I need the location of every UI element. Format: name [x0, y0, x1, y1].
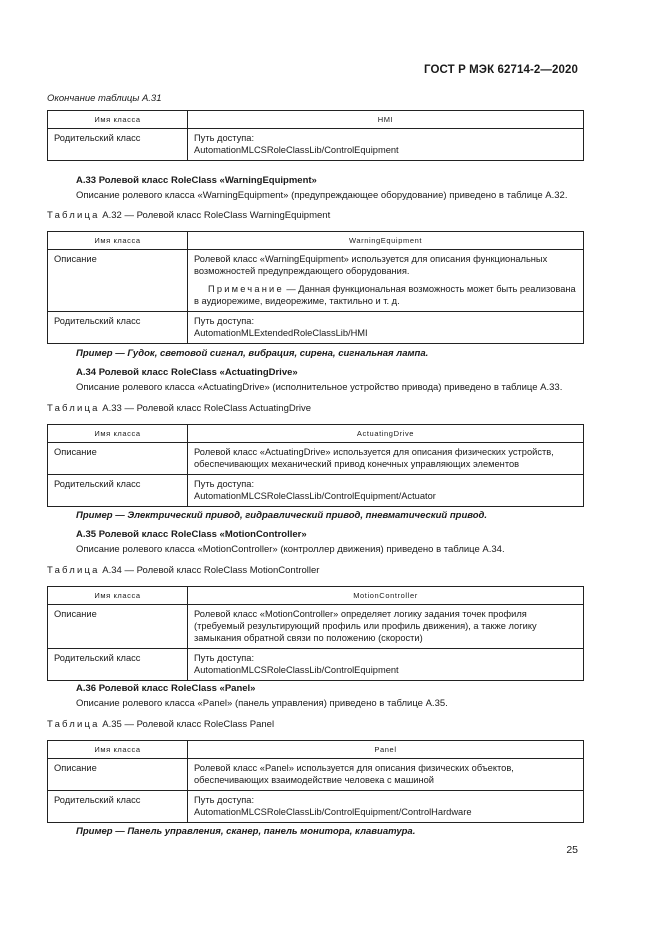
row-value	[188, 250, 584, 312]
section-paragraph: Описание ролевого класса «Panel» (панель управления) приведено в таблице A.35.	[76, 698, 448, 709]
row-value	[188, 129, 584, 161]
table-a32	[47, 231, 584, 344]
access-path: AutomationMLCSRoleClassLib/ControlEquipment	[194, 665, 399, 675]
column-header: ActuatingDrive	[188, 425, 584, 443]
table-caption	[47, 403, 311, 414]
caption-word: Таблица	[47, 719, 100, 730]
column-header: WarningEquipment	[188, 232, 584, 250]
row-value	[188, 312, 584, 344]
caption-word: Таблица	[47, 210, 100, 221]
column-header: Имя класса	[48, 111, 188, 129]
caption-text: A.33 — Ролевой класс RoleClass ActuatingDrive	[102, 403, 312, 414]
section-heading: A.35 Ролевой класс RoleClass «MotionController»	[76, 529, 307, 540]
table-row	[48, 312, 584, 344]
caption-text: A.34 — Ролевой класс RoleClass MotionController	[102, 565, 320, 576]
note-text: — Данная функциональная возможность может быть реализована в аудиорежиме, видеорежиме, тактильно и т. д.	[194, 284, 576, 306]
access-path: AutomationMLCSRoleClassLib/ControlEquipment	[194, 145, 399, 155]
column-header: Имя класса	[48, 425, 188, 443]
table-header-row	[48, 111, 584, 129]
row-label: Родительский класс	[48, 791, 188, 823]
document-code: ГОСТ Р МЭК 62714-2—2020	[424, 64, 578, 76]
table-row	[48, 605, 584, 649]
row-label: Описание	[48, 605, 188, 649]
page-number: 25	[566, 844, 578, 856]
table-a31	[47, 110, 584, 161]
row-value: Ролевой класс «ActuatingDrive» используется для описания физических устройств, обеспечивающих механический привод конечных управляющих элементов	[188, 443, 584, 475]
section-paragraph: Описание ролевого класса «ActuatingDrive» (исполнительное устройство привода) приведено в таблице A.33.	[76, 382, 563, 393]
column-header: MotionController	[188, 587, 584, 605]
table-a35	[47, 740, 584, 823]
row-value: Ролевой класс «Panel» используется для описания физических объектов, обеспечивающих взаимодействие человека с машиной	[188, 759, 584, 791]
caption-word: Таблица	[47, 565, 100, 576]
row-label: Родительский класс	[48, 129, 188, 161]
row-value	[188, 649, 584, 681]
section-paragraph: Описание ролевого класса «WarningEquipment» (предупреждающее оборудование) приведено в таблице A.32.	[76, 190, 568, 201]
example-text: Пример — Панель управления, сканер, панель монитора, клавиатура.	[76, 826, 416, 837]
table-row	[48, 759, 584, 791]
row-label: Родительский класс	[48, 312, 188, 344]
section-heading: A.33 Ролевой класс RoleClass «WarningEquipment»	[76, 175, 317, 186]
access-path-label: Путь доступа:	[194, 653, 255, 663]
table-row	[48, 443, 584, 475]
table-header-row	[48, 425, 584, 443]
row-value	[188, 475, 584, 507]
table-header-row	[48, 587, 584, 605]
table-row	[48, 791, 584, 823]
table-row	[48, 475, 584, 507]
access-path-label: Путь доступа:	[194, 479, 255, 489]
column-header: Имя класса	[48, 587, 188, 605]
access-path: AutomationMLExtendedRoleClassLib/HMI	[194, 328, 368, 338]
description-text: Ролевой класс «WarningEquipment» используется для описания функциональных возможностей предупреждающего оборудования.	[194, 254, 548, 276]
table-row	[48, 649, 584, 681]
access-path: AutomationMLCSRoleClassLib/ControlEquipment/Actuator	[194, 491, 436, 501]
table-continuation-label: Окончание таблицы A.31	[47, 93, 162, 104]
column-header: Panel	[188, 741, 584, 759]
access-path: AutomationMLCSRoleClassLib/ControlEquipment/ControlHardware	[194, 807, 472, 817]
column-header: Имя класса	[48, 232, 188, 250]
row-label: Родительский класс	[48, 649, 188, 681]
table-caption	[47, 719, 274, 730]
access-path-label: Путь доступа:	[194, 316, 255, 326]
table-row	[48, 129, 584, 161]
table-row	[48, 250, 584, 312]
section-heading: A.36 Ролевой класс RoleClass «Panel»	[76, 683, 256, 694]
section-heading: A.34 Ролевой класс RoleClass «ActuatingDrive»	[76, 367, 298, 378]
caption-word: Таблица	[47, 403, 100, 414]
caption-text: A.35 — Ролевой класс RoleClass Panel	[102, 719, 275, 730]
row-label: Родительский класс	[48, 475, 188, 507]
table-a34	[47, 586, 584, 681]
note	[194, 283, 577, 307]
section-paragraph: Описание ролевого класса «MotionController» (контроллер движения) приведено в таблице A.34.	[76, 544, 505, 555]
table-caption	[47, 210, 330, 221]
row-label: Описание	[48, 443, 188, 475]
access-path-label: Путь доступа:	[194, 133, 255, 143]
table-a33	[47, 424, 584, 507]
row-label: Описание	[48, 759, 188, 791]
row-label: Описание	[48, 250, 188, 312]
column-header: Имя класса	[48, 741, 188, 759]
access-path-label: Путь доступа:	[194, 795, 255, 805]
table-caption	[47, 565, 319, 576]
example-text: Пример — Гудок, световой сигнал, вибрация, сирена, сигнальная лампа.	[76, 348, 429, 359]
example-text: Пример — Электрический привод, гидравлический привод, пневматический привод.	[76, 510, 488, 521]
table-header-row	[48, 232, 584, 250]
row-value	[188, 791, 584, 823]
note-word: Примечание	[208, 284, 284, 294]
row-value: Ролевой класс «MotionController» определяет логику задания точек профиля (требуемый результирующий профиль или профиль движения), а также логику замыкания обратной связи по положению (скорости)	[188, 605, 584, 649]
table-header-row	[48, 741, 584, 759]
column-header: HMI	[188, 111, 584, 129]
caption-text: A.32 — Ролевой класс RoleClass WarningEquipment	[102, 210, 331, 221]
